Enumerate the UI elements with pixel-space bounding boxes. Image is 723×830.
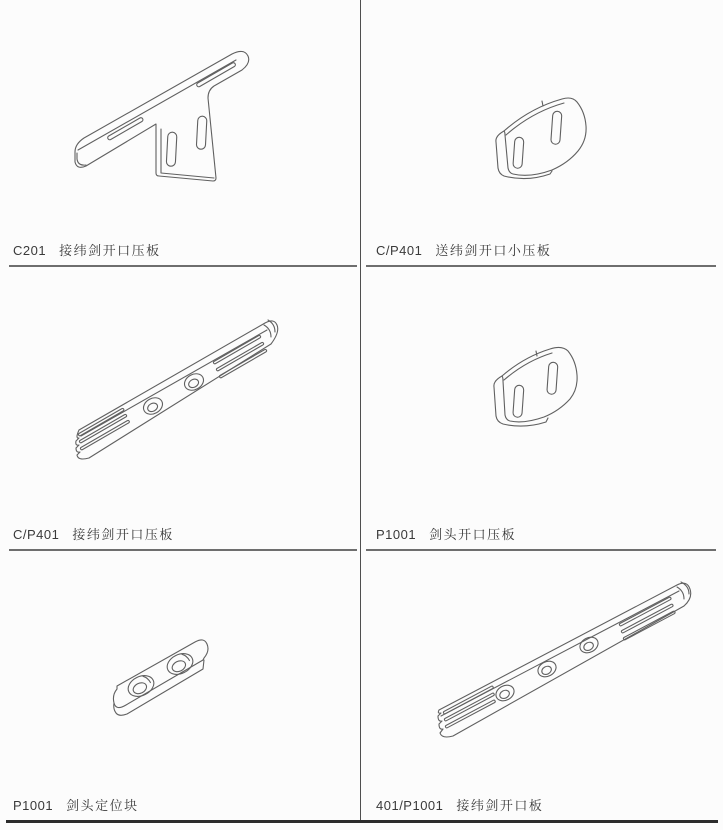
figure-c201-press-plate	[62, 34, 287, 206]
part-label	[376, 798, 543, 813]
column-divider-line	[360, 0, 361, 822]
part-label	[13, 527, 174, 542]
part-code: C/P401	[376, 243, 423, 258]
figure-cp401-small-press-plate	[482, 90, 612, 195]
figure-p1001-positioning-block	[103, 630, 228, 725]
part-name: 接纬剑开口压板	[72, 527, 174, 542]
figure-401-p1001-opening-plate	[413, 576, 703, 751]
part-code: C201	[13, 243, 47, 258]
page-bottom-rule	[6, 820, 718, 823]
part-label	[376, 243, 551, 258]
part-name: 接纬剑开口板	[456, 798, 544, 813]
catalog-cell-p1001-press	[361, 267, 723, 551]
part-label	[13, 243, 161, 258]
part-name: 送纬剑开口小压板	[435, 243, 552, 258]
part-name: 接纬剑开口压板	[59, 243, 161, 258]
catalog-cell-401-p1001	[361, 551, 723, 824]
part-name: 剑头定位块	[66, 798, 139, 813]
catalog-cell-cp401-small	[361, 0, 723, 267]
catalog-cell-p1001-block	[0, 551, 361, 824]
part-code: P1001	[376, 527, 417, 542]
figure-cp401-press-plate	[53, 306, 298, 471]
catalog-cell-c201	[0, 0, 361, 267]
part-code: C/P401	[13, 527, 60, 542]
figure-p1001-head-press-plate	[480, 336, 610, 446]
part-label	[376, 527, 516, 542]
part-code: 401/P1001	[376, 798, 444, 813]
part-name: 剑头开口压板	[429, 527, 517, 542]
part-code: P1001	[13, 798, 54, 813]
catalog-cell-cp401-bar	[0, 267, 361, 551]
part-label	[13, 798, 139, 813]
